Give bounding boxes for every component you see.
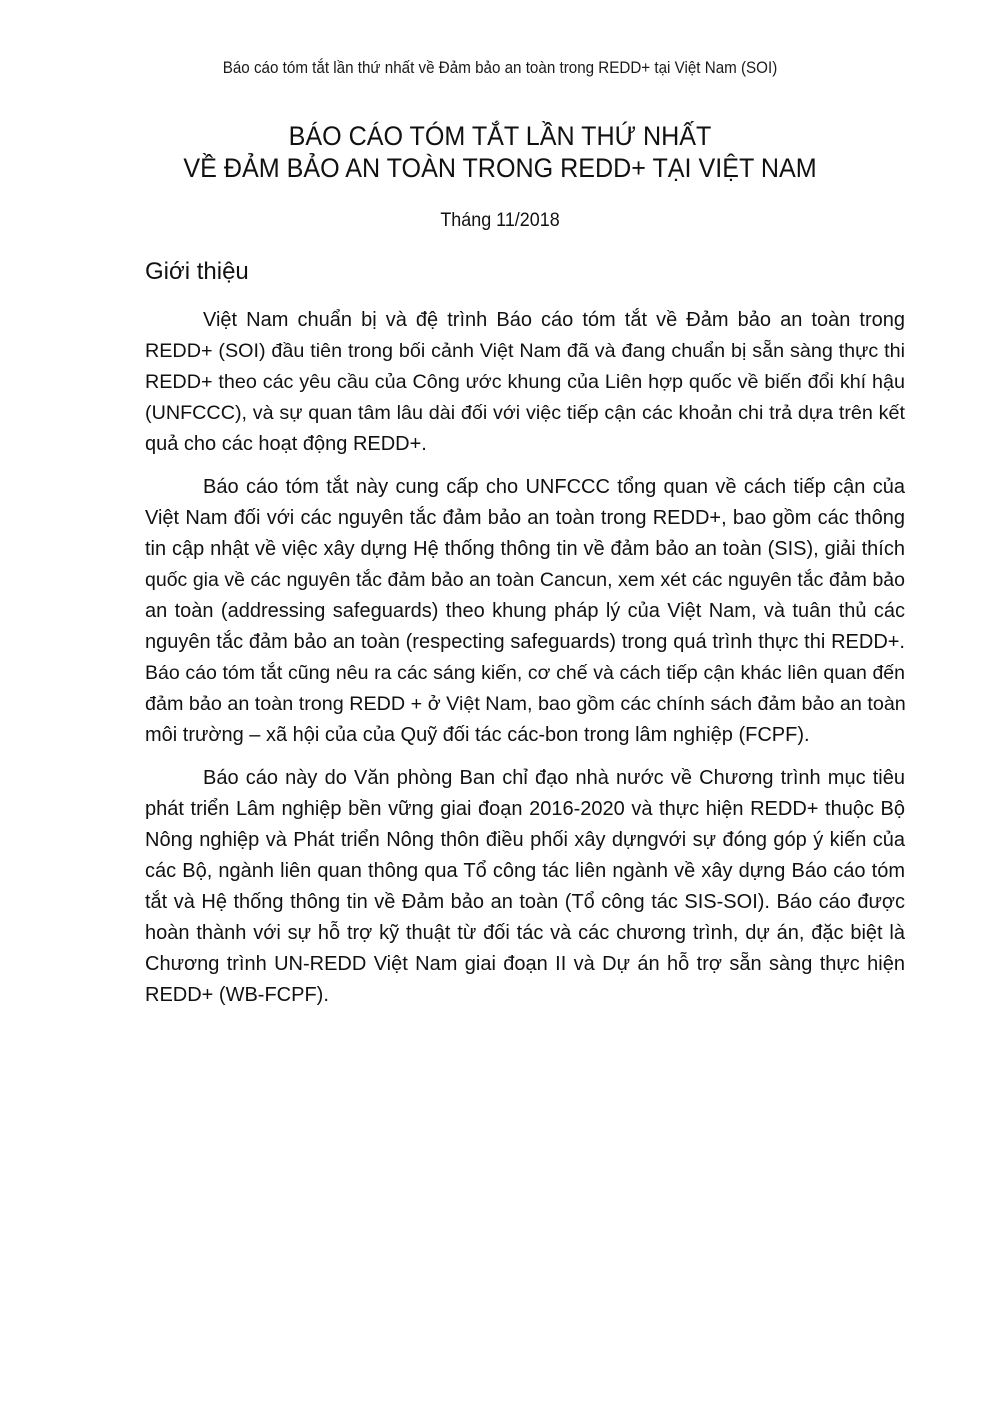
text-line: quả cho các hoạt động REDD+. xyxy=(145,433,427,455)
text-line: tắt và Hệ thống thông tin về Đảm bảo an toàn (Tổ công tác SIS-SOI). Báo cáo được xyxy=(145,891,905,913)
text-line: đảm bảo an toàn trong REDD + ở Việt Nam, bao gồm các chính sách đảm bảo an toàn xyxy=(145,693,906,715)
text-line: REDD+ (SOI) đầu tiên trong bối cảnh Việt Nam đã và đang chuẩn bị sẵn sàng thực thi xyxy=(145,340,905,362)
text-line: nguyên tắc đảm bảo an toàn (respecting safeguards) trong quá trình thực thi REDD+. xyxy=(145,631,905,653)
paragraph-3 xyxy=(145,763,905,1011)
text-line: môi trường – xã hội của của Quỹ đối tác các-bon trong lâm nghiệp (FCPF). xyxy=(145,724,810,746)
section-heading-introduction: Giới thiệu xyxy=(145,258,249,285)
text-line: Báo cáo tóm tắt này cung cấp cho UNFCCC tổng quan về cách tiếp cận của xyxy=(203,476,905,498)
text-line: Báo cáo tóm tắt cũng nêu ra các sáng kiến, cơ chế và cách tiếp cận khác liên quan đến xyxy=(145,662,905,684)
text-line: hoàn thành với sự hỗ trợ kỹ thuật từ đối tác và các chương trình, dự án, đặc biệt là xyxy=(145,922,905,944)
text-line: Việt Nam đối với các nguyên tắc đảm bảo an toàn trong REDD+, bao gồm các thông xyxy=(145,507,905,529)
text-line: Chương trình UN-REDD Việt Nam giai đoạn II và Dự án hỗ trợ sẵn sàng thực hiện xyxy=(145,953,905,975)
running-header: Báo cáo tóm tắt lần thứ nhất về Đảm bảo an toàn trong REDD+ tại Việt Nam (SOI) xyxy=(222,59,778,77)
text-line: REDD+ (WB-FCPF). xyxy=(145,984,329,1006)
title-line-1: BÁO CÁO TÓM TẮT LẦN THỨ NHẤT xyxy=(288,121,712,151)
text-line: các Bộ, ngành liên quan thông qua Tổ công tác liên ngành về xây dựng Báo cáo tóm xyxy=(145,860,905,882)
text-line: REDD+ theo các yêu cầu của Công ước khung của Liên hợp quốc về biến đổi khí hậu xyxy=(145,371,905,393)
text-line: tin cập nhật về việc xây dựng Hệ thống thông tin về đảm bảo an toàn (SIS), giải thích xyxy=(145,538,905,560)
document-date: Tháng 11/2018 xyxy=(440,209,560,231)
paragraph-2 xyxy=(145,472,905,751)
text-line: an toàn (addressing safeguards) theo khung pháp lý của Việt Nam, và tuân thủ các xyxy=(145,600,905,622)
body-text xyxy=(145,305,905,1023)
text-line: phát triển Lâm nghiệp bền vững giai đoạn 2016-2020 và thực hiện REDD+ thuộc Bộ xyxy=(145,798,905,820)
text-line: Nông nghiệp và Phát triển Nông thôn điều phối xây dựngvới sự đóng góp ý kiến của xyxy=(145,829,905,851)
text-line: quốc gia về các nguyên tắc đảm bảo an toàn Cancun, xem xét các nguyên tắc đảm bảo xyxy=(145,569,905,591)
title-line-2: VỀ ĐẢM BẢO AN TOÀN TRONG REDD+ TẠI VIỆT NAM xyxy=(183,153,817,183)
document-title xyxy=(35,120,965,184)
text-line: (UNFCCC), và sự quan tâm lâu dài đối với việc tiếp cận các khoản chi trả dựa trên kết xyxy=(145,402,905,424)
paragraph-1 xyxy=(145,305,905,460)
text-line: Việt Nam chuẩn bị và đệ trình Báo cáo tóm tắt về Đảm bảo an toàn trong xyxy=(203,309,905,331)
text-line: Báo cáo này do Văn phòng Ban chỉ đạo nhà nước về Chương trình mục tiêu xyxy=(203,767,905,789)
